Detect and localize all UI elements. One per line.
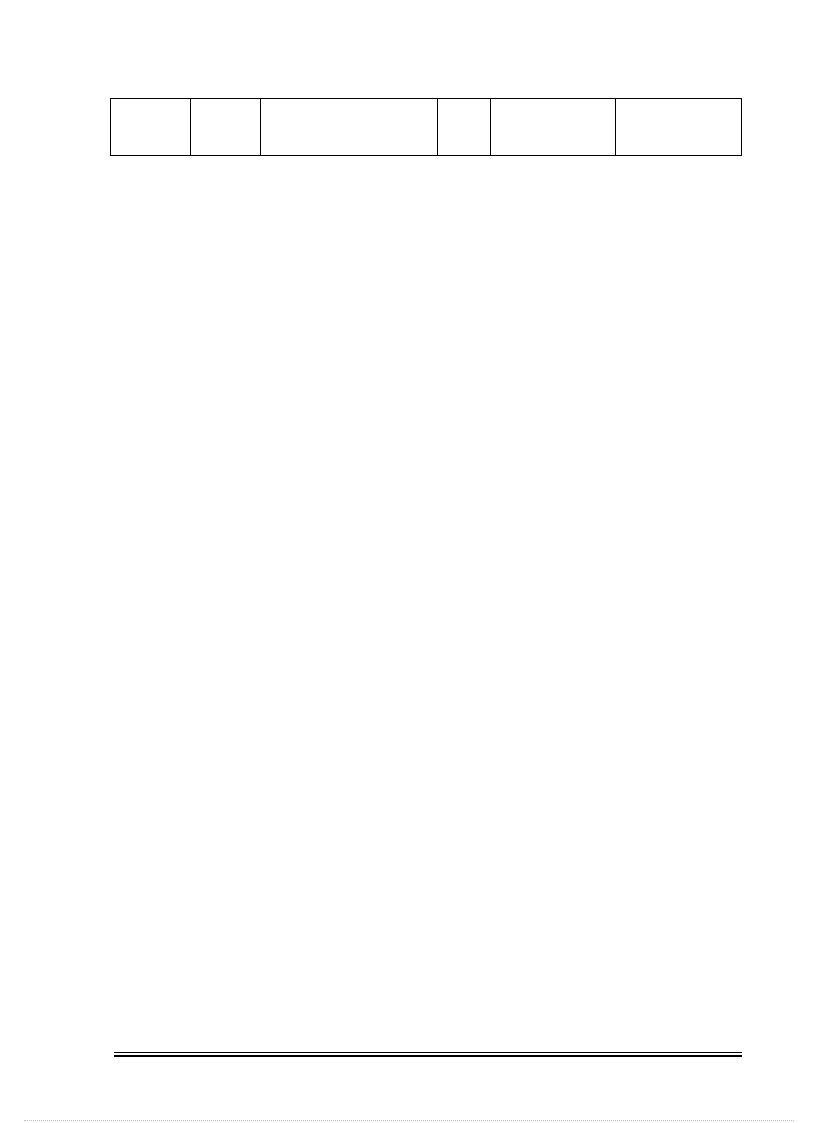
ledger-table: [110, 98, 742, 156]
page-edge-divider: [24, 1120, 794, 1121]
total-desc-cell: [261, 99, 438, 156]
summary-balance: [478, 434, 538, 456]
section-paragraph: [114, 600, 740, 628]
total-acct-cell: [438, 99, 490, 156]
footer-rule-thick: [114, 1055, 742, 1057]
footer-rule-thin: [114, 1052, 742, 1053]
table-total-row: [111, 99, 742, 156]
total-ref-cell: [191, 99, 261, 156]
total-debit-cell: [490, 99, 616, 156]
total-date-cell: [111, 99, 191, 156]
total-credit-cell: [616, 99, 742, 156]
